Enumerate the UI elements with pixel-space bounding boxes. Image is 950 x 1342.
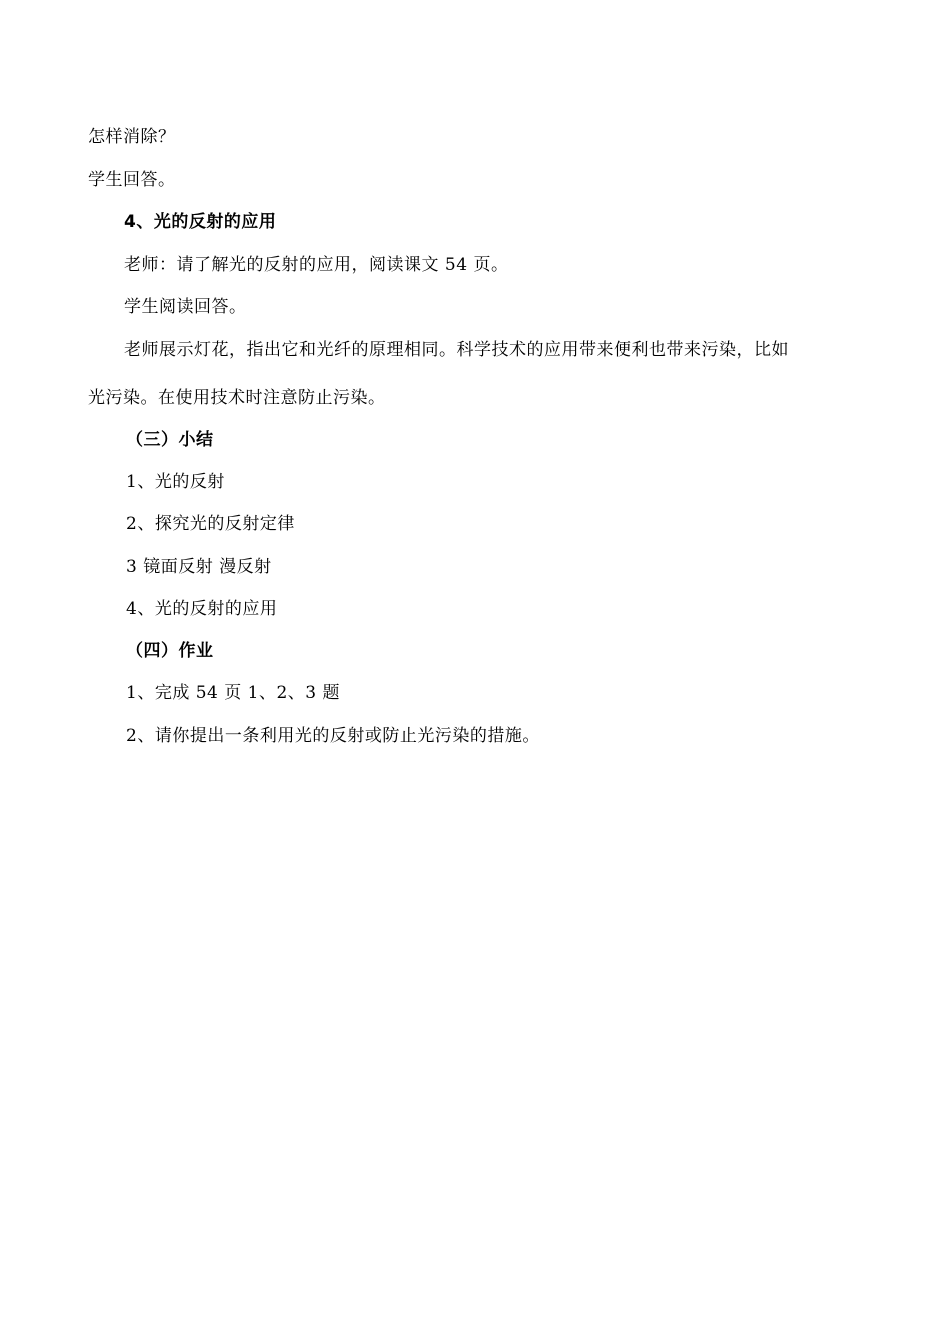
list-item: 4、光的反射的应用 xyxy=(126,599,278,619)
list-item: 1、完成 54 页 1、2、3 题 xyxy=(126,683,341,703)
list-item: 2、请你提出一条利用光的反射或防止光污染的措施。 xyxy=(126,726,540,746)
list-item: 1、光的反射 xyxy=(126,472,225,492)
list-item: 3 镜面反射 漫反射 xyxy=(126,557,272,577)
paragraph-line: 老师展示灯花，指出它和光纤的原理相同。科学技术的应用带来便利也带来污染，比如 xyxy=(124,340,789,360)
paragraph-line: 怎样消除？ xyxy=(88,127,176,147)
section-heading: 4、光的反射的应用 xyxy=(124,212,277,232)
paragraph-line: 光污染。在使用技术时注意防止污染。 xyxy=(88,388,386,408)
section-heading: （四）作业 xyxy=(126,641,214,661)
section-heading: （三）小结 xyxy=(126,430,214,450)
list-item: 2、探究光的反射定律 xyxy=(126,514,295,534)
paragraph-line: 老师：请了解光的反射的应用，阅读课文 54 页。 xyxy=(124,255,509,275)
paragraph-line: 学生回答。 xyxy=(88,170,176,190)
paragraph-line: 学生阅读回答。 xyxy=(124,297,247,317)
